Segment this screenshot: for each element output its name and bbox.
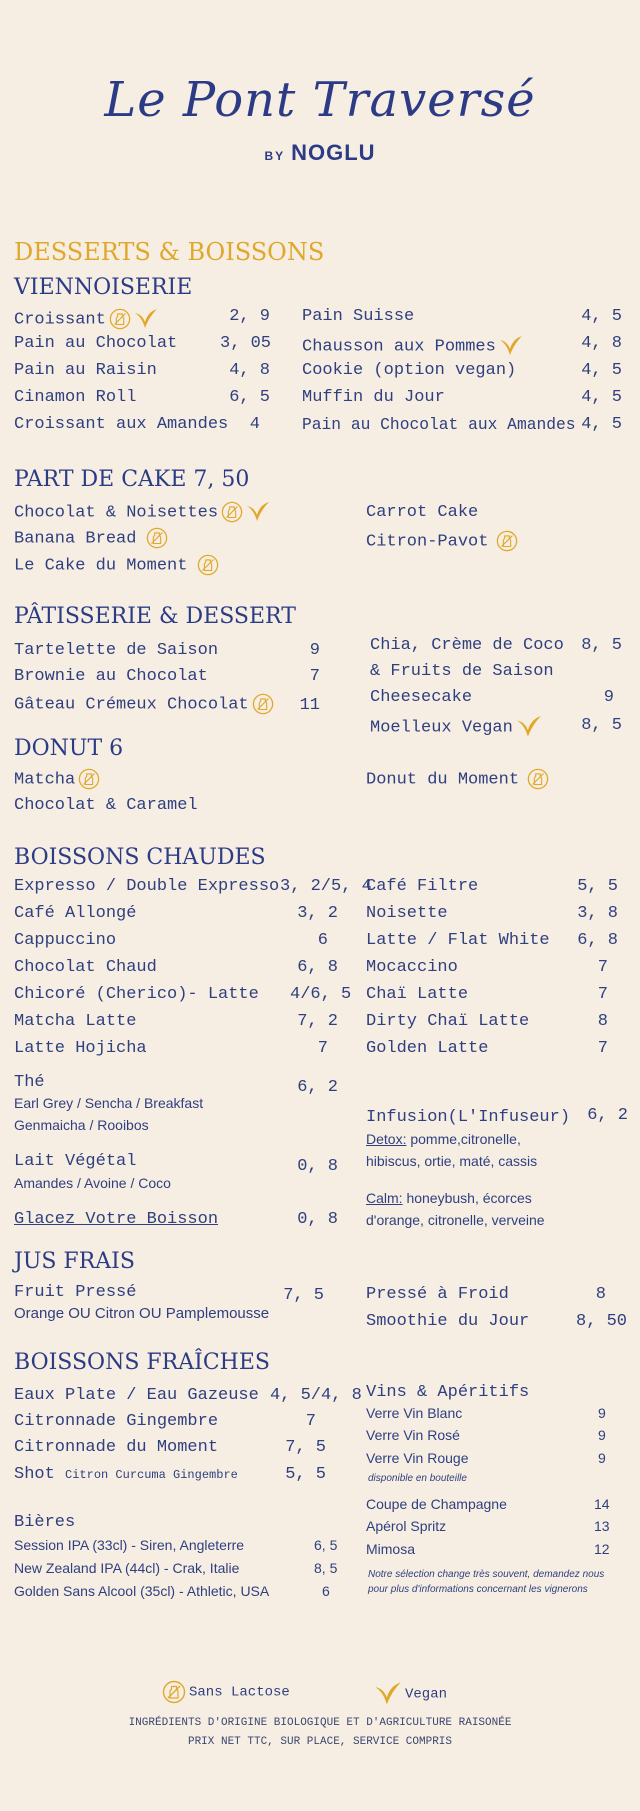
menu-price: 7, 5 [285, 1438, 326, 1457]
sans-lactose-icon [496, 530, 518, 552]
menu-price: 8, 5 [581, 636, 622, 655]
menu-price: 6 [317, 931, 328, 950]
menu-price: 8 [595, 1285, 606, 1304]
menu-item: Glacez Votre Boisson [14, 1210, 219, 1229]
infusion-detox-desc: hibiscus, ortie, maté, cassis [366, 1153, 538, 1169]
menu-price: 8 [597, 1012, 608, 1031]
menu-item-desc: Amandes / Avoine / Coco [14, 1175, 171, 1191]
menu-price: 4 [249, 415, 260, 434]
sans-lactose-icon [221, 501, 243, 523]
section-jus-frais: JUS FRAIS [14, 1249, 135, 1274]
menu-item: Mimosa [366, 1541, 416, 1557]
brand-by [0, 140, 640, 166]
menu-price: 4, 5 [581, 307, 622, 326]
menu-item: Expresso / Double Expresso [14, 877, 280, 896]
vignerons-note: Notre sélection change très souvent, demandez nous [368, 1569, 605, 1580]
menu-item: Chaï Latte [366, 985, 469, 1004]
menu-item: Fruit Pressé [14, 1283, 137, 1302]
menu-item: Noisette [366, 904, 448, 923]
menu-item: Chocolat Chaud [14, 958, 157, 977]
menu-item: Thé [14, 1073, 45, 1092]
menu-price: 4, 5 [581, 388, 622, 407]
menu-price: 3, 05 [220, 334, 272, 353]
menu-item: Cheesecake [370, 688, 473, 707]
vignerons-note: pour plus d'informations concernant les vignerons [368, 1584, 588, 1595]
menu-item: Matcha Latte [14, 1012, 137, 1031]
menu-price: 6, 8 [297, 958, 338, 977]
menu-item: Golden Sans Alcool (35cl) - Athletic, USA [14, 1583, 270, 1599]
menu-item: Carrot Cake [366, 503, 479, 522]
menu-item: Café Filtre [366, 877, 479, 896]
menu-price: 9 [603, 688, 614, 707]
menu-item: Shot Citron Curcuma Gingembre [14, 1465, 238, 1484]
menu-item: Croissant [14, 307, 158, 331]
menu-price: 3, 8 [577, 904, 618, 923]
menu-price: 14 [594, 1496, 610, 1512]
sans-lactose-icon [78, 768, 100, 790]
menu-price: 0, 8 [297, 1210, 338, 1229]
menu-price: 9 [598, 1450, 606, 1466]
menu-price: 7 [317, 1039, 328, 1058]
vegan-icon [246, 500, 270, 524]
menu-item-desc: Orange OU Citron OU Pamplemousse [14, 1305, 270, 1322]
menu-price: 7 [305, 1412, 316, 1431]
menu-item: Donut du Moment [366, 768, 549, 790]
menu-price: 12 [594, 1541, 610, 1557]
section-boissons-chaudes: BOISSONS CHAUDES [14, 845, 266, 870]
menu-price: 2, 9 [229, 307, 270, 326]
by-label: BY [264, 149, 286, 163]
infusion-calm: Calm: honeybush, écorces [366, 1190, 532, 1206]
menu-price: 6, 2 [297, 1078, 338, 1097]
menu-item: Chocolat & Caramel [14, 796, 198, 815]
menu-price: 9 [309, 641, 320, 660]
menu-price: 6, 8 [577, 931, 618, 950]
menu-item: Chausson aux Pommes [302, 334, 523, 358]
menu-item: Dirty Chaï Latte [366, 1012, 530, 1031]
menu-item: Croissant aux Amandes [14, 415, 229, 434]
sans-lactose-icon [109, 308, 131, 330]
menu-price: 6 [322, 1583, 330, 1599]
menu-price: 6, 2 [587, 1106, 628, 1125]
menu-item: Chia, Crème de Coco [370, 636, 564, 655]
menu-price: 9 [598, 1405, 606, 1421]
sans-lactose-icon [146, 527, 168, 549]
menu-item: Brownie au Chocolat [14, 667, 208, 686]
menu-item: Verre Vin Rosé [366, 1427, 460, 1443]
menu-item-desc: Genmaicha / Rooibos [14, 1117, 149, 1133]
menu-item: Chicoré (Cherico)- Latte [14, 985, 259, 1004]
menu-price: 5, 5 [285, 1465, 326, 1484]
menu-item: Le Cake du Moment [14, 554, 219, 576]
sans-lactose-icon [197, 554, 219, 576]
menu-price: 4, 8 [581, 334, 622, 353]
vins-heading: Vins & Apéritifs [366, 1383, 530, 1402]
menu-price: 7 [597, 958, 608, 977]
menu-item: New Zealand IPA (44cl) - Crak, Italie [14, 1560, 240, 1576]
menu-item: Pain Suisse [302, 307, 415, 326]
menu-item: Pain au Chocolat aux Amandes [302, 415, 576, 434]
menu-price: 7, 5 [283, 1286, 324, 1305]
menu-item: Moelleux Vegan [370, 714, 542, 740]
section-donut: DONUT 6 [14, 736, 124, 761]
menu-price: 6, 5 [314, 1537, 338, 1553]
menu-title: DESSERTS & BOISSONS [14, 238, 325, 266]
menu-price: 7 [309, 667, 320, 686]
menu-price: 13 [594, 1518, 610, 1534]
menu-price: 8, 5 [581, 716, 622, 735]
menu-price: 9 [598, 1427, 606, 1443]
menu-item: Citron-Pavot [366, 530, 518, 552]
menu-price: 4, 5/4, 8 [270, 1386, 362, 1405]
menu-item: Cinamon Roll [14, 388, 137, 407]
menu-item: Pain au Chocolat [14, 334, 178, 353]
menu-item: Pain au Raisin [14, 361, 157, 380]
section-cake: PART DE CAKE 7, 50 [14, 467, 250, 492]
menu-item: Banana Bread [14, 527, 168, 549]
menu-price: 7 [597, 985, 608, 1004]
legend-sans-lactose: Sans Lactose [162, 1680, 290, 1704]
menu-price: 3, 2/5, 4 [280, 877, 372, 896]
menu-item: Verre Vin Rouge [366, 1450, 469, 1466]
infusion-calm-desc: d'orange, citronelle, verveine [366, 1212, 545, 1228]
section-boissons-fraiches: BOISSONS FRAÎCHES [14, 1350, 270, 1375]
brand-sub: NOGLU [291, 140, 376, 165]
footer-line-2: PRIX NET TTC, SUR PLACE, SERVICE COMPRIS [187, 1736, 453, 1748]
menu-item: Mocaccino [366, 958, 458, 977]
legend-vegan: Vegan [374, 1680, 447, 1708]
menu-price: 7 [597, 1039, 608, 1058]
bieres-heading: Bières [14, 1513, 76, 1532]
menu-item: Latte Hojicha [14, 1039, 147, 1058]
menu-price: 0, 8 [297, 1157, 338, 1176]
menu-item: Latte / Flat White [366, 931, 550, 950]
menu-item: Lait Végétal [14, 1152, 137, 1171]
section-viennoiserie: VIENNOISERIE [14, 275, 193, 300]
vegan-icon [499, 334, 523, 358]
sans-lactose-icon [252, 693, 274, 715]
brand-logo: Le Pont Traversé [104, 72, 536, 128]
menu-price: 8, 5 [314, 1560, 338, 1576]
menu-item: Tartelette de Saison [14, 641, 219, 660]
menu-price: 5, 5 [577, 877, 618, 896]
menu-item-desc: Earl Grey / Sencha / Breakfast [14, 1095, 204, 1111]
menu-item: Cappuccino [14, 931, 117, 950]
menu-item: Verre Vin Blanc [366, 1405, 463, 1421]
menu-item: Citronnade Gingembre [14, 1412, 219, 1431]
menu-item: Session IPA (33cl) - Siren, Angleterre [14, 1537, 245, 1553]
menu-item: Apérol Spritz [366, 1518, 447, 1534]
menu-item: & Fruits de Saison [370, 662, 554, 681]
menu-item: Cookie (option vegan) [302, 361, 517, 380]
menu-item: Muffin du Jour [302, 388, 445, 407]
menu-item: Coupe de Champagne [366, 1496, 507, 1512]
menu-price: 4/6, 5 [290, 985, 352, 1004]
menu-item: Gâteau Crémeux Chocolat [14, 693, 274, 715]
menu-item: Smoothie du Jour [366, 1312, 530, 1331]
vegan-icon [134, 307, 158, 331]
vegan-icon [374, 1680, 402, 1708]
menu-item: Eaux Plate / Eau Gazeuse [14, 1386, 259, 1405]
menu-price: 4, 8 [229, 361, 270, 380]
menu-item: Infusion(L'Infuseur) [366, 1108, 571, 1127]
menu-item: Pressé à Froid [366, 1285, 509, 1304]
menu-item: Matcha [14, 768, 100, 790]
footer-line-1: INGRÉDIENTS D'ORIGINE BIOLOGIQUE ET D'AGRICULTURE RAISONÉE [128, 1717, 512, 1729]
bouteille-note: disponible en bouteille [368, 1473, 467, 1484]
menu-price: 4, 5 [581, 415, 622, 434]
sans-lactose-icon [527, 768, 549, 790]
menu-price: 11 [299, 696, 320, 715]
vegan-icon [516, 714, 542, 740]
menu-price: 7, 2 [297, 1012, 338, 1031]
menu-price: 3, 2 [297, 904, 338, 923]
menu-price: 4, 5 [581, 361, 622, 380]
menu-item: Chocolat & Noisettes [14, 500, 270, 524]
menu-item: Café Allongé [14, 904, 137, 923]
section-patisserie: PÂTISSERIE & DESSERT [14, 604, 296, 629]
menu-price: 8, 50 [576, 1312, 628, 1331]
menu-item: Citronnade du Moment [14, 1438, 219, 1457]
menu-price: 6, 5 [229, 388, 270, 407]
menu-item: Golden Latte [366, 1039, 489, 1058]
sans-lactose-icon [162, 1680, 186, 1704]
infusion-detox: Detox: pomme,citronelle, [366, 1131, 521, 1147]
